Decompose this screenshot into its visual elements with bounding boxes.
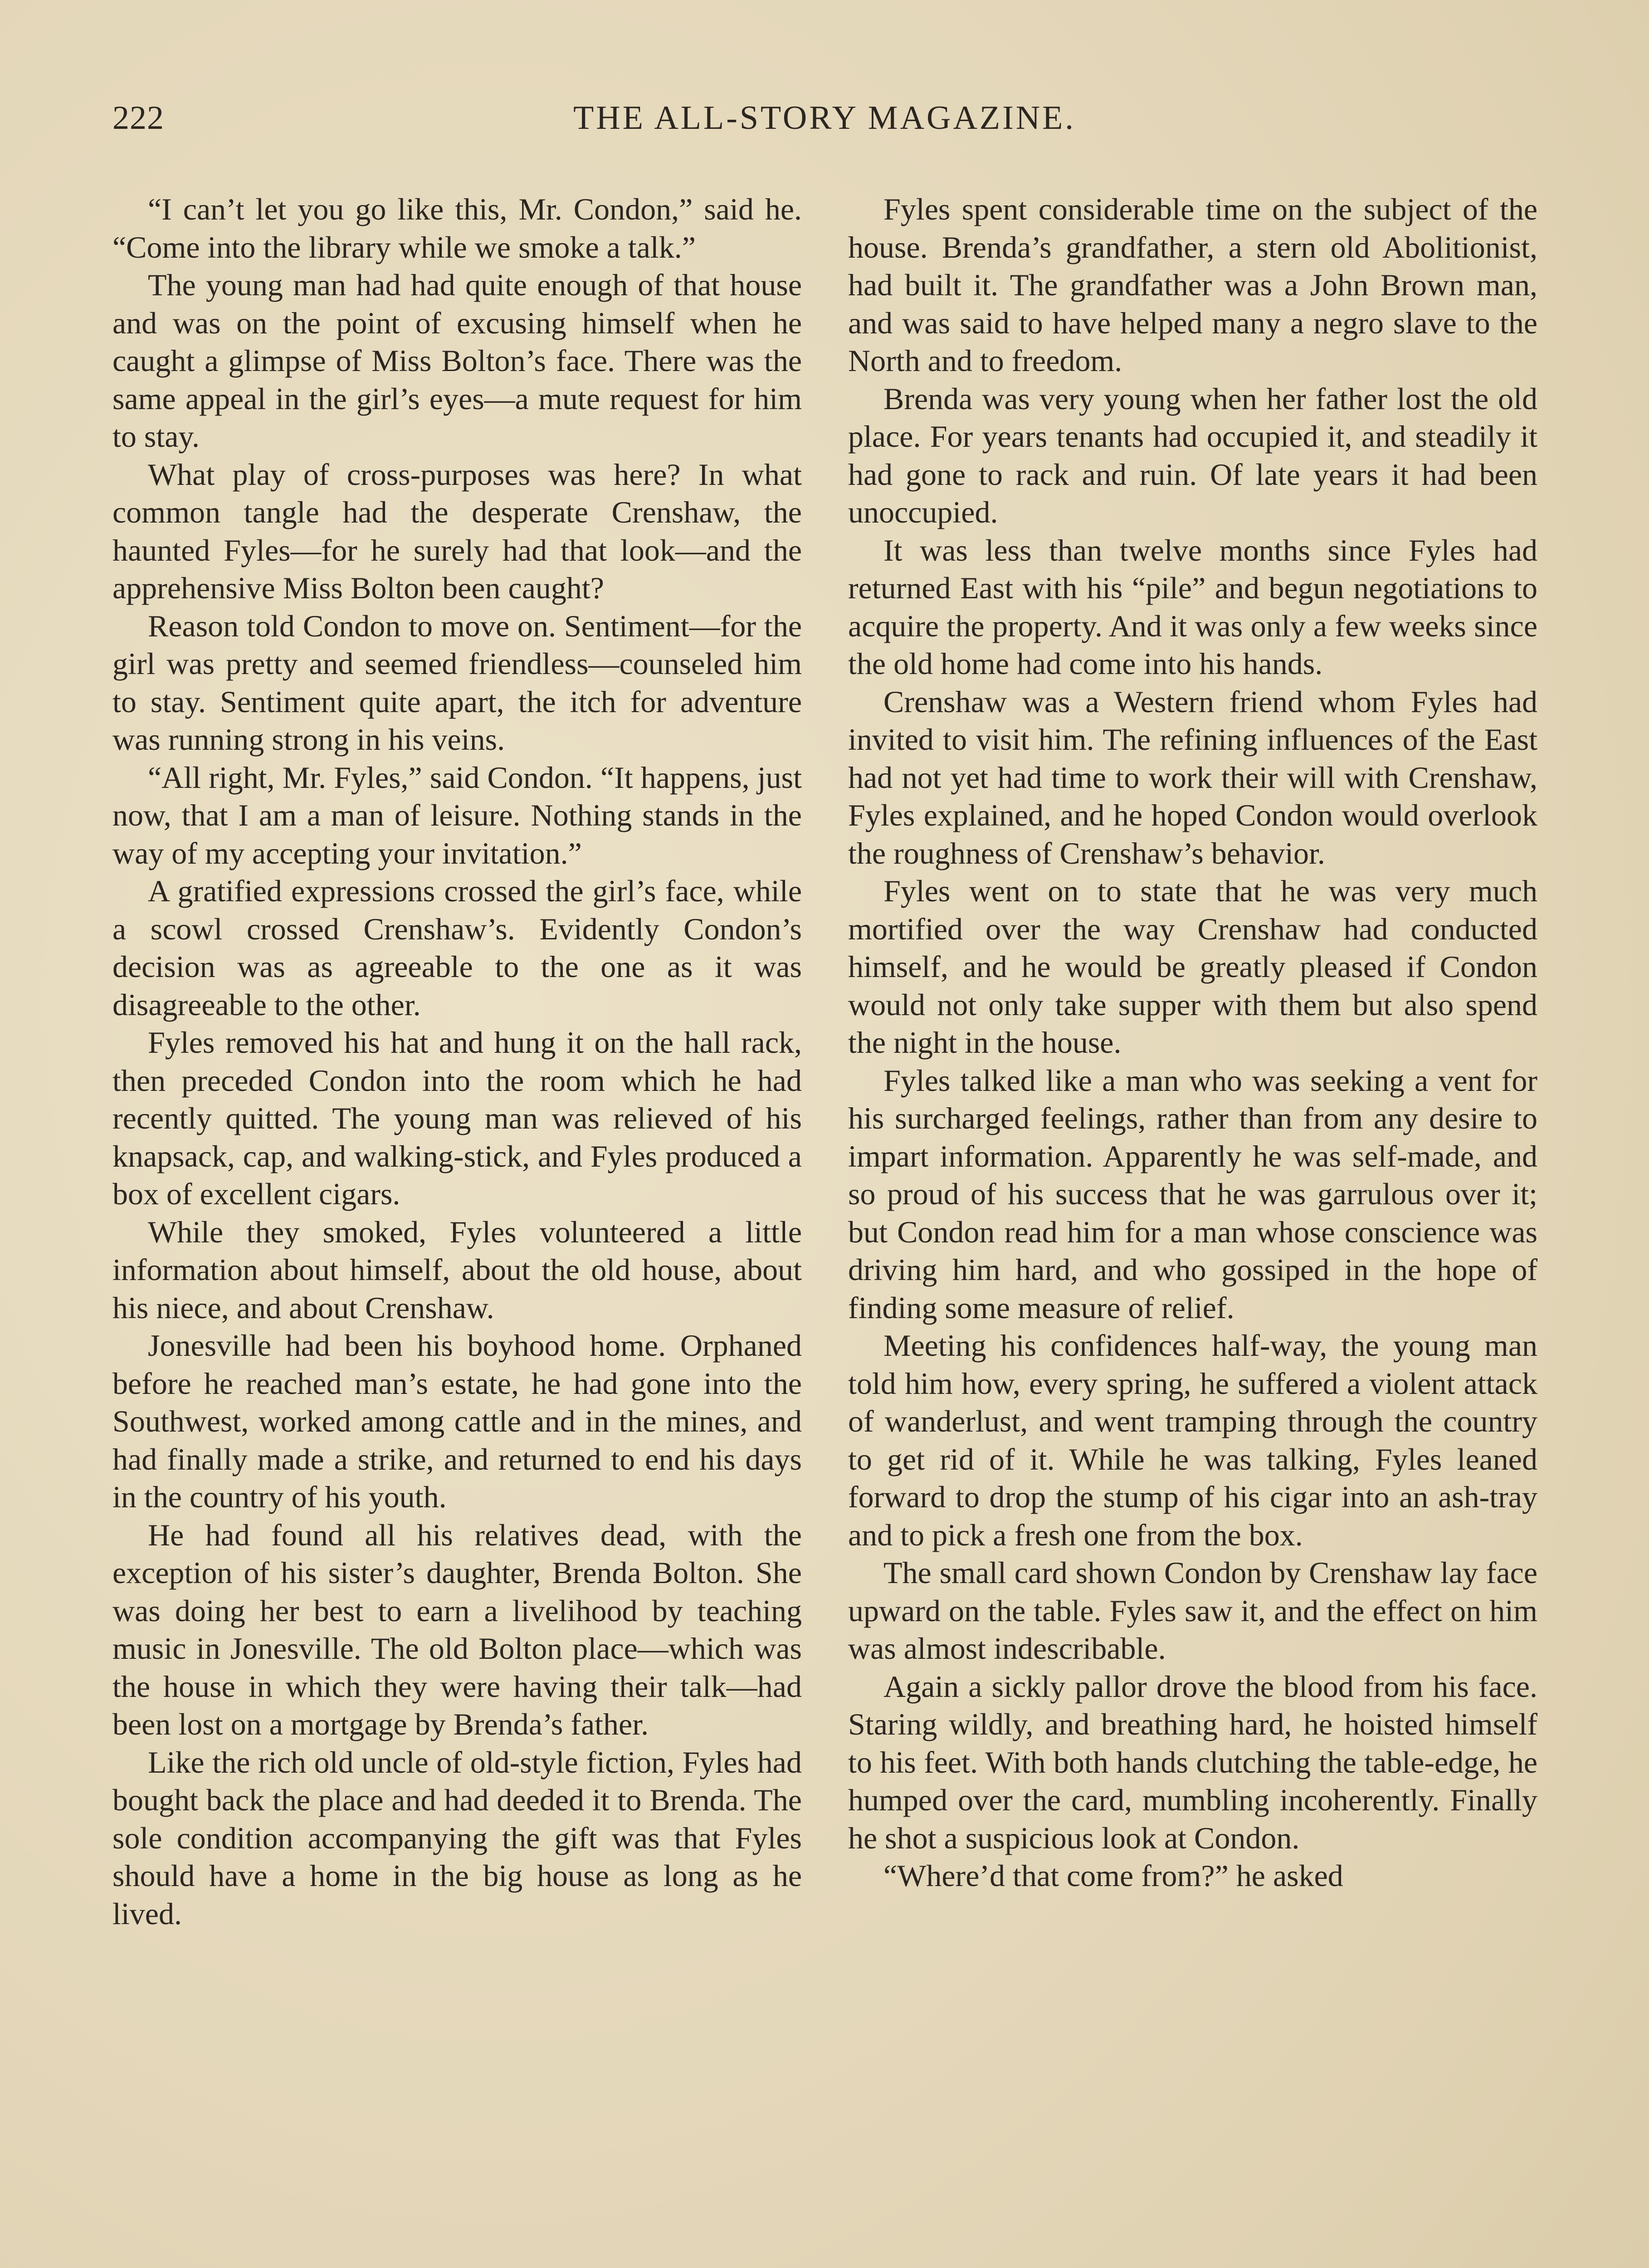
paragraph: The young man had had quite enough of that house and was on the point of excusing himself when he caught a glimpse of Miss Bolton’s face. There was the same appeal in the girl’s eyes—a mute request for him to stay. <box>112 268 802 454</box>
paragraph: It was less than twelve months since Fyles had returned East with his “pile” and begun negotiations to acquire the property. And it was only a few weeks since the old home had come into his hands. <box>848 533 1537 681</box>
paragraph: While they smoked, Fyles volunteered a little information about himself, about the old house, about his niece, and about Crenshaw. <box>112 1214 802 1325</box>
paragraph: Meeting his confidences half-way, the young man told him how, every spring, he suffered a violent attack of wanderlust, and went tramping through the country to get rid of it. While he was talking, Fyles leaned forward to drop the stump of his cigar into an ash-tray and to pick a fresh one from the box. <box>848 1328 1537 1552</box>
paragraph: Fyles removed his hat and hung it on the hall rack, then preceded Condon into the room which he had recently quitted. The young man was relieved of his knapsack, cap, and walking-stick, and Fyles produced a box of excellent cigars. <box>112 1025 802 1211</box>
paragraph: Jonesville had been his boyhood home. Orphaned before he reached man’s estate, he had gone into the Southwest, worked among cattle and in the mines, and had finally made a strike, and returned to end his days in the country of his youth. <box>112 1328 802 1514</box>
paragraph: Crenshaw was a Western friend whom Fyles had invited to visit him. The refining influences of the East had not yet had time to work their will with Crenshaw, Fyles explained, and he hoped Condon would overlook the roughness of Crenshaw’s behavior. <box>848 684 1537 870</box>
paragraph: He had found all his relatives dead, with the exception of his sister’s daughter, Brenda Bolton. She was doing her best to earn a livelihood by teaching music in Jonesville. The old Bolton place—which was the house in which they were having their talk—had been lost on a mortgage by Brenda’s father. <box>112 1517 802 1741</box>
paragraph: Fyles spent considerable time on the subject of the house. Brenda’s grandfather, a stern old Abolitionist, had built it. The grandfather was a John Brown man, and was said to have helped many a negro slave to the North and to freedom. <box>848 192 1537 378</box>
paragraph: What play of cross-purposes was here? In what common tangle had the desperate Crenshaw, the haunted Fyles—for he surely had that look—and the apprehensive Miss Bolton been caught? <box>112 457 802 605</box>
paragraph: Reason told Condon to move on. Sentiment—for the girl was pretty and seemed friendless—counseled him to stay. Sentiment quite apart, the itch for adventure was running strong in his veins. <box>112 608 802 757</box>
paragraph: A gratified expressions crossed the girl’s face, while a scowl crossed Crenshaw’s. Evidently Condon’s decision was as agreeable to the one as it was disagreeable to the other. <box>112 874 802 1022</box>
paragraph: “Where’d that come from?” he asked <box>883 1858 1343 1893</box>
paragraph: The small card shown Condon by Crenshaw lay face upward on the table. Fyles saw it, and the effect on him was almost indescribable. <box>848 1555 1537 1666</box>
paragraph: Again a sickly pallor drove the blood from his face. Staring wildly, and breathing hard, he hoisted himself to his feet. With both hands clutching the table-edge, he humped over the card, mumbling incoherently. Finally he shot a suspicious look at Condon. <box>848 1669 1537 1855</box>
page-number: 222 <box>112 99 164 137</box>
running-head: THE ALL-STORY MAGAZINE. <box>573 99 1076 137</box>
paragraph: Like the rich old uncle of old-style fiction, Fyles had bought back the place and had deeded it to Brenda. The sole condition accompanying the gift was that Fyles should have a home in the big house as long as he lived. <box>112 1745 802 1931</box>
paragraph: Fyles went on to state that he was very much mortified over the way Crenshaw had conducted himself, and he would be greatly pleased if Condon would not only take supper with them but also spend the night in the house. <box>848 874 1537 1060</box>
right-column <box>848 191 1537 1895</box>
paragraph: Brenda was very young when her father lost the old place. For years tenants had occupied it, and steadily it had gone to rack and ruin. Of late years it had been unoccupied. <box>848 381 1537 529</box>
paragraph: “I can’t let you go like this, Mr. Condon,” said he. “Come into the library while we smoke a talk.” <box>112 192 802 264</box>
paragraph: Fyles talked like a man who was seeking a vent for his surcharged feelings, rather than from any desire to impart information. Apparently he was self-made, and so proud of his success that he was garrulous over it; but Condon read him for a man whose conscience was driving him hard, and who gossiped in the hope of finding some measure of relief. <box>848 1063 1537 1325</box>
left-column <box>112 191 802 1933</box>
paragraph: “All right, Mr. Fyles,” said Condon. “It happens, just now, that I am a man of leisure. Nothing stands in the way of my accepting your invitation.” <box>112 760 802 870</box>
